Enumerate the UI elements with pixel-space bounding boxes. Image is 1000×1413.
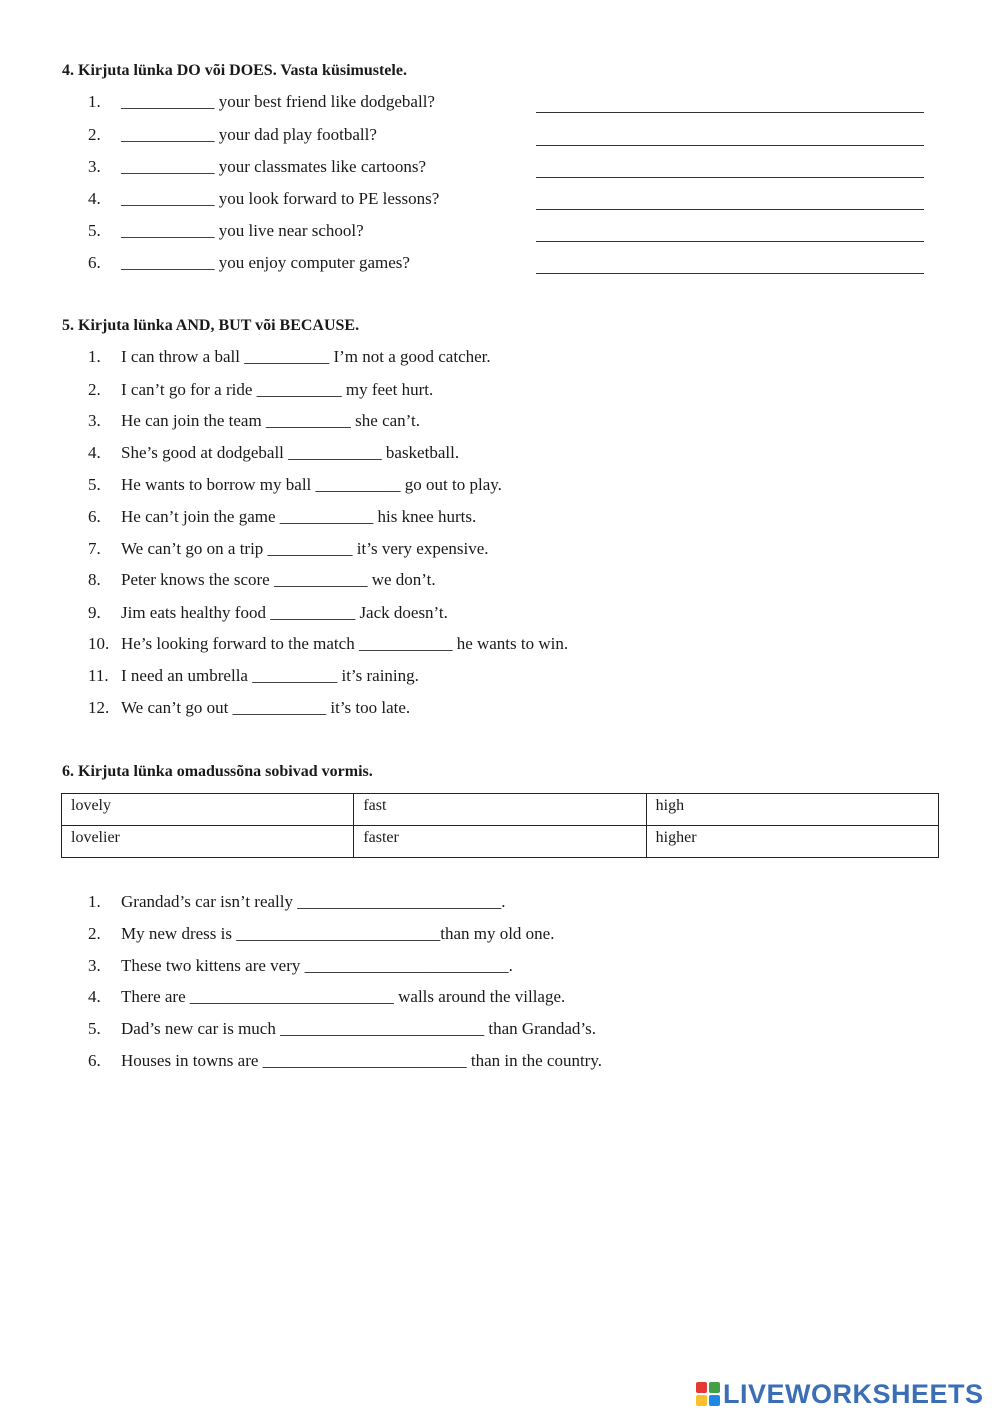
adjective-table	[61, 793, 939, 858]
item-number: 4.	[88, 189, 101, 208]
answer-line[interactable]	[536, 111, 924, 113]
s5-item-8	[88, 570, 436, 590]
table-cell: lovely	[62, 794, 354, 826]
s4-item-6	[88, 253, 410, 273]
s6-item-3	[88, 956, 513, 976]
table-row	[62, 826, 939, 858]
item-number: 6.	[88, 507, 101, 526]
table-cell: lovelier	[62, 826, 354, 858]
item-text: We can’t go out ___________ it’s too late.	[121, 698, 411, 717]
s4-item-2	[88, 125, 377, 145]
item-text: We can’t go on a trip __________ it’s very expensive.	[121, 539, 489, 558]
item-number: 5.	[88, 1019, 101, 1038]
item-number: 6.	[88, 1051, 101, 1070]
s6-item-2	[88, 924, 554, 944]
logo-square-red	[696, 1382, 707, 1393]
item-text: I can’t go for a ride __________ my feet hurt.	[121, 380, 434, 399]
s5-item-1	[88, 347, 491, 367]
s6-item-5	[88, 1019, 596, 1039]
section-4-heading: 4. Kirjuta lünka DO või DOES. Vasta küsimustele.	[62, 62, 407, 79]
section-6-heading: 6. Kirjuta lünka omadussõna sobivad vormis.	[62, 763, 373, 780]
logo-square-blue	[709, 1395, 720, 1406]
item-text: He can join the team __________ she can’t.	[121, 411, 420, 430]
item-number: 11.	[88, 666, 109, 685]
item-number: 1.	[88, 892, 101, 911]
item-text: He wants to borrow my ball __________ go out to play.	[121, 475, 502, 494]
item-number: 6.	[88, 253, 101, 272]
item-text: Grandad’s car isn’t really ________________________.	[121, 892, 506, 911]
s6-item-1	[88, 892, 505, 912]
item-number: 4.	[88, 443, 101, 462]
s4-item-1	[88, 92, 435, 112]
item-text: Dad’s new car is much ________________________ than Grandad’s.	[121, 1019, 596, 1038]
item-text: There are ________________________ walls around the village.	[121, 987, 566, 1006]
item-text: He’s looking forward to the match ___________ he wants to win.	[121, 634, 569, 653]
s5-item-9	[88, 603, 448, 623]
item-number: 3.	[88, 411, 101, 430]
table-cell: higher	[646, 826, 938, 858]
s4-item-5	[88, 221, 364, 241]
item-number: 1.	[88, 92, 101, 111]
item-text: ___________ your dad play football?	[121, 125, 377, 144]
answer-line[interactable]	[536, 176, 924, 178]
item-number: 10.	[88, 634, 110, 653]
s5-item-2	[88, 380, 433, 400]
item-text: ___________ you live near school?	[121, 221, 364, 240]
item-number: 2.	[88, 380, 101, 399]
item-number: 7.	[88, 539, 101, 558]
logo-text: LIVEWORKSHEETS	[723, 1378, 984, 1409]
item-text: These two kittens are very ________________________.	[121, 956, 513, 975]
logo-square-yellow	[696, 1395, 707, 1406]
item-number: 2.	[88, 924, 101, 943]
item-number: 2.	[88, 125, 101, 144]
item-text: ___________ you enjoy computer games?	[121, 253, 410, 272]
answer-line[interactable]	[536, 144, 924, 146]
item-text: My new dress is ________________________than my old one.	[121, 924, 555, 943]
item-number: 3.	[88, 956, 101, 975]
s5-item-4	[88, 443, 459, 463]
item-text: He can’t join the game ___________ his knee hurts.	[121, 507, 477, 526]
s5-item-5	[88, 475, 502, 495]
item-number: 8.	[88, 570, 101, 589]
s5-item-3	[88, 411, 420, 431]
item-text: ___________ you look forward to PE lessons?	[121, 189, 440, 208]
answer-line[interactable]	[536, 272, 924, 274]
item-number: 12.	[88, 698, 110, 717]
s4-item-3	[88, 157, 426, 177]
s6-item-6	[88, 1051, 602, 1071]
answer-line[interactable]	[536, 240, 924, 242]
item-text: I need an umbrella __________ it’s raining.	[121, 666, 419, 685]
logo-mark-icon	[696, 1382, 720, 1406]
s5-item-11	[88, 666, 419, 686]
table-cell: fast	[354, 794, 646, 826]
s6-item-4	[88, 987, 565, 1007]
s4-item-4	[88, 189, 439, 209]
item-text: Peter knows the score ___________ we don’t.	[121, 570, 436, 589]
table-row	[62, 794, 939, 826]
item-text: Houses in towns are ________________________ than in the country.	[121, 1051, 602, 1070]
item-number: 5.	[88, 221, 101, 240]
liveworksheets-logo[interactable]	[696, 1378, 984, 1410]
logo-square-green	[709, 1382, 720, 1393]
item-number: 4.	[88, 987, 101, 1006]
s5-item-6	[88, 507, 476, 527]
item-text: She’s good at dodgeball ___________ basketball.	[121, 443, 460, 462]
item-number: 9.	[88, 603, 101, 622]
item-text: ___________ your classmates like cartoons?	[121, 157, 426, 176]
section-5-heading: 5. Kirjuta lünka AND, BUT või BECAUSE.	[62, 317, 360, 334]
item-text: ___________ your best friend like dodgeball?	[121, 92, 435, 111]
item-number: 1.	[88, 347, 101, 366]
table-cell: faster	[354, 826, 646, 858]
item-number: 5.	[88, 475, 101, 494]
s5-item-10	[88, 634, 568, 654]
s5-item-12	[88, 698, 410, 718]
item-number: 3.	[88, 157, 101, 176]
s5-item-7	[88, 539, 489, 559]
table-cell: high	[646, 794, 938, 826]
answer-line[interactable]	[536, 208, 924, 210]
item-text: Jim eats healthy food __________ Jack doesn’t.	[121, 603, 448, 622]
item-text: I can throw a ball __________ I’m not a good catcher.	[121, 347, 491, 366]
